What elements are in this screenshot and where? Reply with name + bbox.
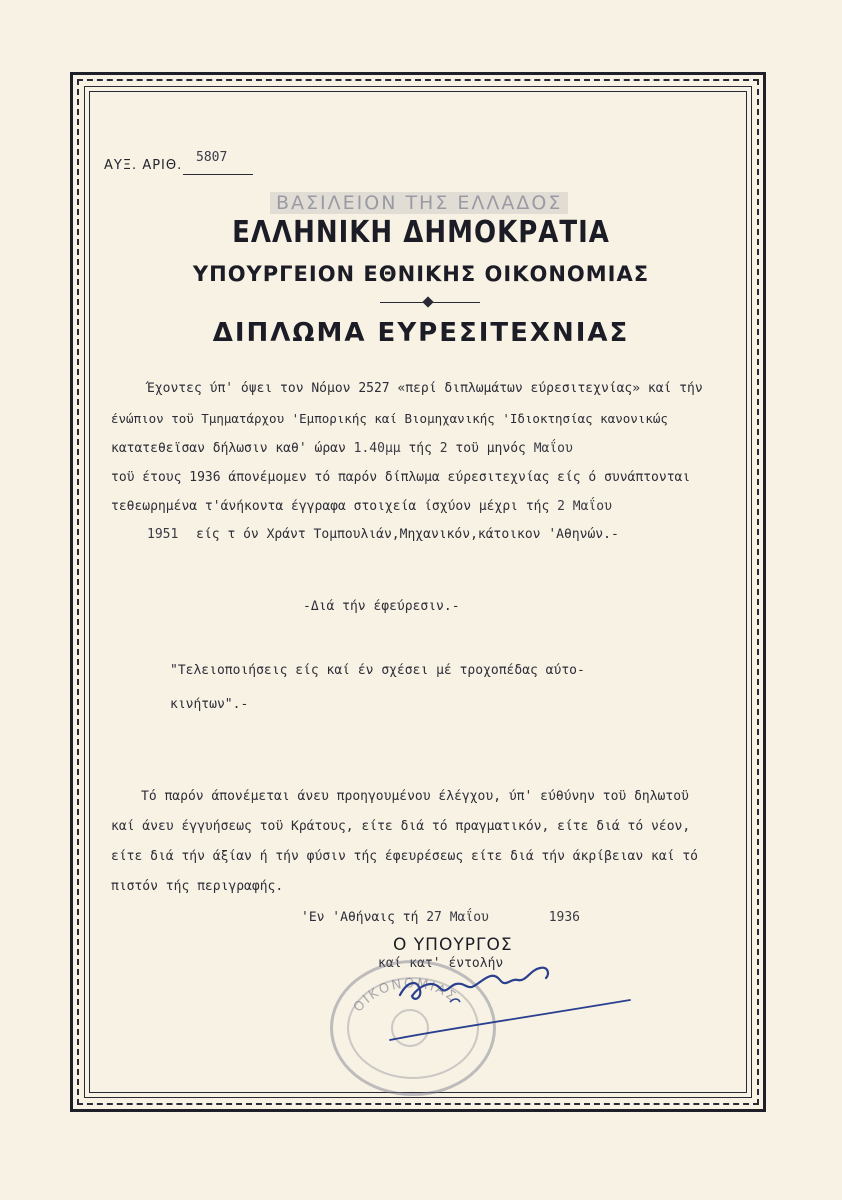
issue-date: 27 Μαΐου [426, 910, 489, 925]
body-line-5 [111, 499, 612, 514]
disclaimer-line-2: καί άνευ έγγυήσεως τοϋ Κράτους, είτε διά τό πραγματικόν, είτε διά τό νέον, [111, 819, 691, 834]
invention-title-line-2: κινήτων".- [170, 697, 249, 712]
registration-underline [183, 174, 253, 175]
invention-label: -Διά τήν έφεύρεσιν.- [303, 599, 460, 614]
valid-until-year: 1951 [147, 527, 179, 542]
by-order-note: καί κατ' έντολήν [378, 956, 504, 971]
valid-until-date: 2 Μαΐου [557, 499, 612, 514]
body-line-4: τοϋ έτους 1936 άπονέμομεν τό παρόν δίπλωμα εύρεσιτεχνίας είς ό συνάπτονται [111, 470, 691, 485]
filed-time: 1.40μμ [353, 441, 401, 456]
invention-title-line-1: "Τελειοποιήσεις είς καί έν σχέσει μέ τροχοπέδας αύτο- [170, 663, 585, 678]
title-republic: ΕΛΛΗΝΙΚΗ ΔΗΜΟΚΡΑΤΙΑ [232, 215, 610, 251]
kingdom-overstamp: ΒΑΣΙΛΕΙΟΝ ΤΗΣ ΕΛΛΑΔΟΣ [270, 192, 568, 214]
seal-text: ΟΙΚΟΝΟΜΙΑΣ [350, 976, 460, 1016]
title-ministry: ΥΠΟΥΡΓΕΙΟΝ ΕΘΝΙΚΗΣ ΟΙΚΟΝΟΜΙΑΣ [192, 262, 650, 286]
ornament-divider [380, 301, 480, 305]
minister-title: Ο ΥΠΟΥΡΓΟΣ [393, 935, 513, 955]
issue-place: 'Εν 'Αθήναις τή [301, 910, 419, 925]
disclaimer-line-1: Τό παρόν άπονέμεται άνευ προηγουμένου έλέγχου, ύπ' εύθύνην τοϋ δηλωτοϋ [141, 789, 689, 804]
registration-label: ΑΥΞ. ΑΡΙΘ. [104, 158, 183, 173]
disclaimer-line-4: πιστόν τής περιγραφής. [111, 879, 284, 894]
minister-signature [360, 940, 650, 1050]
disclaimer-line-3: είτε διά τήν άξίαν ή τήν φύσιν τής έφευρέσεως είτε διά τήν άκρίβειαν καί τό [111, 849, 698, 864]
body-line-2: ένώπιον τοϋ Τμηματάρχου 'Εμπορικής καί Βιομηχανικής 'Ιδιοκτησίας κανονικώς [111, 411, 668, 426]
body-line-5-text: τεθεωρημένα τ'άνήκοντα έγγραφα στοιχεία ίσχύον μέχρι τής [111, 499, 550, 514]
body-line-6 [147, 527, 619, 542]
issue-year: 1936 [548, 910, 580, 925]
body-line-3 [111, 441, 573, 456]
filed-month: Μαΐου [533, 441, 573, 456]
body-line-3-text-b: τής [408, 441, 432, 456]
issue-place-date [301, 910, 580, 925]
body-line-1: Έχοντες ύπ' όψει τον Νόμον 2527 «περί διπλωμάτων εύρεσιτεχνίας» καί τήν [147, 381, 703, 396]
title-diploma: ΔΙΠΛΩΜΑ ΕΥΡΕΣΙΤΕΧΝΙΑΣ [212, 318, 630, 348]
filed-day: 2 [439, 441, 448, 456]
body-line-3-text-c: τοϋ μηνός [455, 441, 526, 456]
registration-number: 5807 [196, 150, 228, 165]
grantee-text: είς τ όν Χράντ Τομπουλιάν,Μηχανικόν,κάτοικον 'Αθηνών.- [196, 527, 619, 542]
body-line-3-text-a: κατατεθεϊσαν δήλωσιν καθ' ώραν [111, 441, 346, 456]
